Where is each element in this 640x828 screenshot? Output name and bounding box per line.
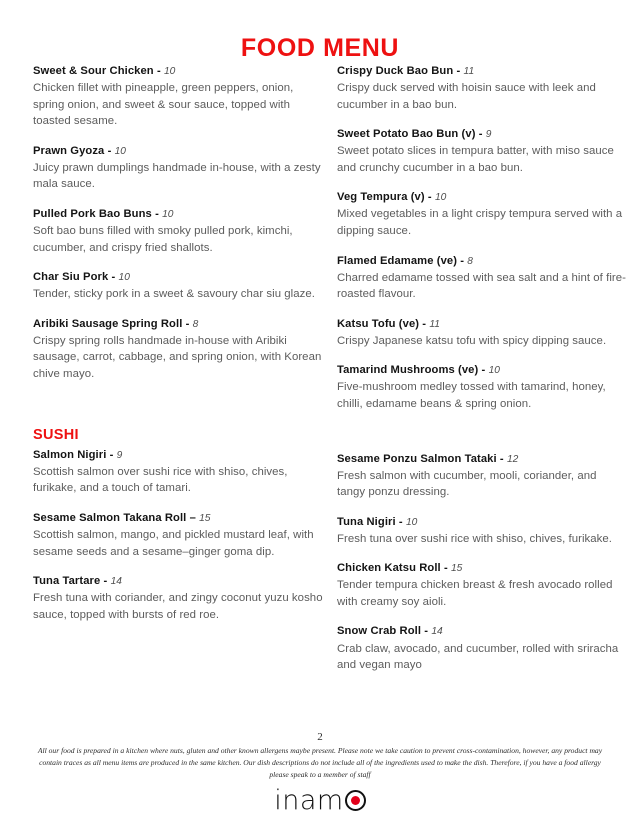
logo-letters: inam [274,785,344,816]
menu-item [33,448,323,497]
item-description: Soft bao buns filled with smoky pulled pork, kimchi, cucumber, and crispy fried shallots. [33,224,293,254]
item-price: 15 [199,512,211,524]
menu-item [337,515,627,548]
item-name: Sweet & Sour Chicken - 10 [33,65,176,77]
item-description: Crispy duck served with hoisin sauce with leek and cucumber in a bao bun. [337,82,596,111]
left-food-list [33,64,323,382]
section-spacer [337,427,627,452]
item-name: Veg Tempura (v) - 10 [337,191,447,204]
item-name: Char Siu Pork - 10 [33,271,130,284]
item-name: Sesame Salmon Takana Roll – 15 [33,511,211,524]
item-name: Pulled Pork Bao Buns - 10 [33,207,174,220]
menu-item [33,64,323,130]
left-sushi-list [33,448,323,624]
item-description: Fresh salmon with cucumber, mooli, coriander, and tangy ponzu dressing. [337,469,597,499]
menu-item [33,270,323,303]
item-description: Scottish salmon, mango, and pickled mustard leaf, with sesame seeds and a sesame–ginger goma dip. [33,529,314,558]
item-description: Chicken fillet with pineapple, green peppers, onion, spring onion, and sweet & sour sauce, topped with toasted sesame. [33,82,294,128]
menu-item [33,511,323,560]
item-price: 8 [467,255,473,267]
right-column [337,64,627,688]
page-number: 2 [317,731,323,743]
section-heading-sushi: SUSHI [33,427,79,444]
item-name: Prawn Gyoza - 10 [33,144,126,157]
item-description: Crispy spring rolls handmade in-house with Aribiki sausage, carrot, cabbage, and spring onion, with Korean chive mayo. [33,334,322,380]
item-price: 10 [405,516,418,528]
item-description: Sweet potato slices in tempura batter, with miso sauce and crunchy cucumber in a bao bun. [337,145,614,174]
item-name: Tuna Tartare - 14 [33,575,122,588]
item-description: Juicy prawn dumplings handmade in-house, with a zesty mala sauce. [33,161,321,191]
item-price: 10 [162,208,174,220]
item-name: Tamarind Mushrooms (ve) - 10 [337,364,500,377]
item-price: 9 [116,449,123,461]
left-column [33,64,323,637]
item-price: 10 [434,192,447,204]
item-name: Aribiki Sausage Spring Roll - 8 [33,317,199,330]
item-description: Tender, sticky pork in a sweet & savoury char siu glaze. [33,288,315,301]
menu-item [337,561,627,610]
item-price: 12 [506,453,519,465]
item-description: Crab claw, avocado, and cucumber, rolled with sriracha and vegan mayo [337,642,619,672]
logo-wordmark [274,787,365,814]
menu-item [337,254,627,303]
item-price: 9 [485,129,492,141]
item-name: Crispy Duck Bao Bun - 11 [337,65,475,77]
item-price: 10 [114,145,126,157]
item-description: Scottish salmon over sushi rice with shiso, chives, furikake, and a touch of tamari. [33,465,288,495]
item-description: Fresh tuna over sushi rice with shiso, chives, furikake. [337,532,613,545]
page-title: FOOD MENU [240,34,400,62]
item-name: Sweet Potato Bao Bun (v) - 9 [337,128,492,141]
item-name: Katsu Tofu (ve) - 11 [337,317,440,330]
logo-o-dot-icon [345,790,366,811]
brand-logo [0,787,640,814]
item-price: 11 [429,318,440,330]
item-description: Charred edamame tossed with sea salt and a hint of fire-roasted flavour. [337,271,626,301]
item-price: 14 [110,576,122,588]
item-price: 10 [118,272,130,284]
item-name: Sesame Ponzu Salmon Tataki - 12 [337,452,519,465]
right-food-list [337,64,627,413]
menu-item [337,190,627,239]
item-description: Five-mushroom medley tossed with tamarind, honey, chilli, edamame beans & spring onion. [337,381,606,410]
item-price: 10 [488,365,500,377]
item-price: 8 [192,318,199,330]
item-name: Snow Crab Roll - 14 [337,625,443,638]
menu-item [337,127,627,176]
item-name: Chicken Katsu Roll - 15 [337,562,463,575]
item-description: Mixed vegetables in a light crispy tempura served with a dipping sauce. [337,208,623,237]
menu-item [33,574,323,623]
item-name: Flamed Edamame (ve) - 8 [337,254,473,267]
menu-item [337,452,627,501]
item-description: Crispy Japanese katsu tofu with spicy dipping sauce. [337,334,607,347]
menu-item [33,317,323,383]
item-name: Tuna Nigiri - 10 [337,515,418,528]
section-spacer [33,396,323,427]
item-description: Fresh tuna with coriander, and zingy coconut yuzu kosho sauce, topped with bursts of red roe. [33,592,323,621]
item-name: Salmon Nigiri - 9 [33,448,123,461]
item-price: 11 [463,66,475,77]
menu-item [337,624,627,673]
item-price: 14 [431,626,443,638]
right-sushi-list [337,452,627,674]
item-price: 10 [164,66,176,77]
menu-item [337,64,627,113]
item-price: 15 [451,563,463,575]
item-description: Tender tempura chicken breast & fresh avocado rolled with creamy soy aioli. [337,579,613,608]
menu-item [337,363,627,412]
menu-item [337,317,627,350]
allergen-disclaimer: All our food is prepared in a kitchen where nuts, gluten and other known allergens maybe present. Please note we take caution to prevent cross-contamination, however, any product may contain traces as all menu items are produced in the same kitchen. Our dish descriptions do not include all of the ingredients used to make the dish. Therefore, if you have a food allergy please speak to a member of staff [37,746,603,779]
menu-item [33,207,323,256]
menu-item [33,144,323,193]
